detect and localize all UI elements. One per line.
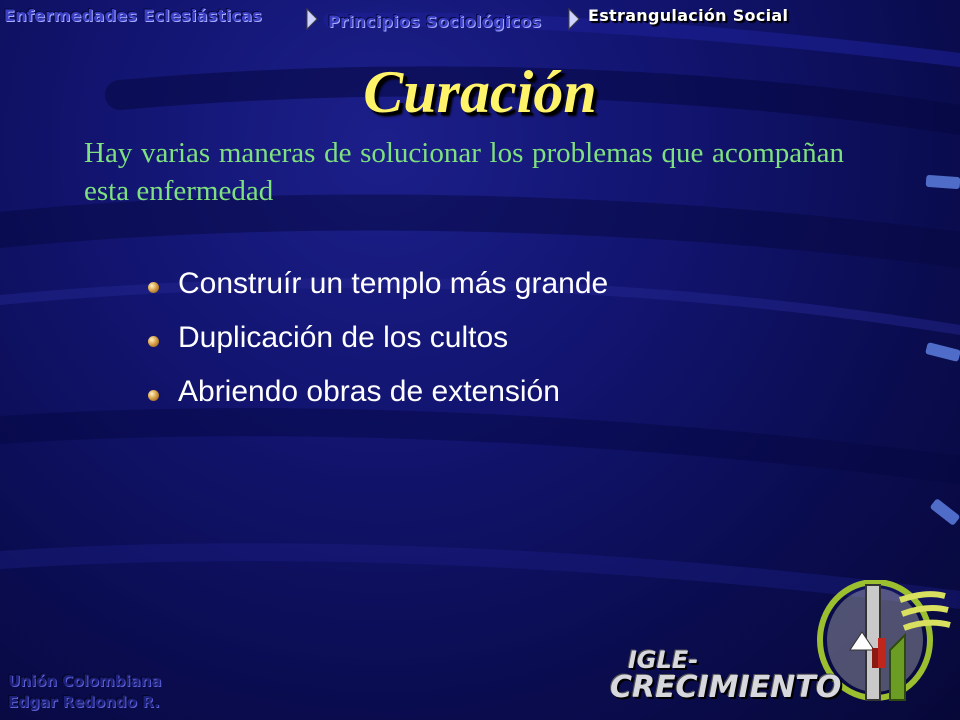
bullet-dot-icon <box>148 390 159 401</box>
bullet-dot-icon <box>148 336 159 347</box>
list-item <box>148 372 608 426</box>
list-item <box>148 318 608 372</box>
chevron-right-icon <box>306 8 318 30</box>
slide-title: Curación <box>363 59 597 125</box>
breadcrumb-item-principios[interactable]: Principios Sociológicos <box>328 12 542 31</box>
slide-subtitle: Hay varias maneras de solucionar los problemas que acompañan esta enfermedad <box>84 137 844 207</box>
breadcrumb-item-enfermedades[interactable]: Enfermedades Eclesiásticas <box>4 6 263 25</box>
bullet-list <box>148 264 608 426</box>
footer-author: Edgar Redondo R. <box>8 693 160 711</box>
footer-org: Unión Colombiana <box>8 672 162 690</box>
bullet-text: Duplicación de los cultos <box>178 321 509 354</box>
igle-crecimiento-logo <box>600 580 960 720</box>
bullet-text: Abriendo obras de extensión <box>178 375 560 408</box>
logo-text-line2: CRECIMIENTO <box>610 670 842 705</box>
bullet-text: Construír un templo más grande <box>178 267 609 300</box>
breadcrumb-item-estrangulacion[interactable]: Estrangulación Social <box>588 6 789 25</box>
list-item <box>148 264 608 318</box>
logo-text-line1: IGLE- <box>628 646 699 674</box>
chevron-right-icon <box>568 8 580 30</box>
bullet-dot-icon <box>148 282 159 293</box>
